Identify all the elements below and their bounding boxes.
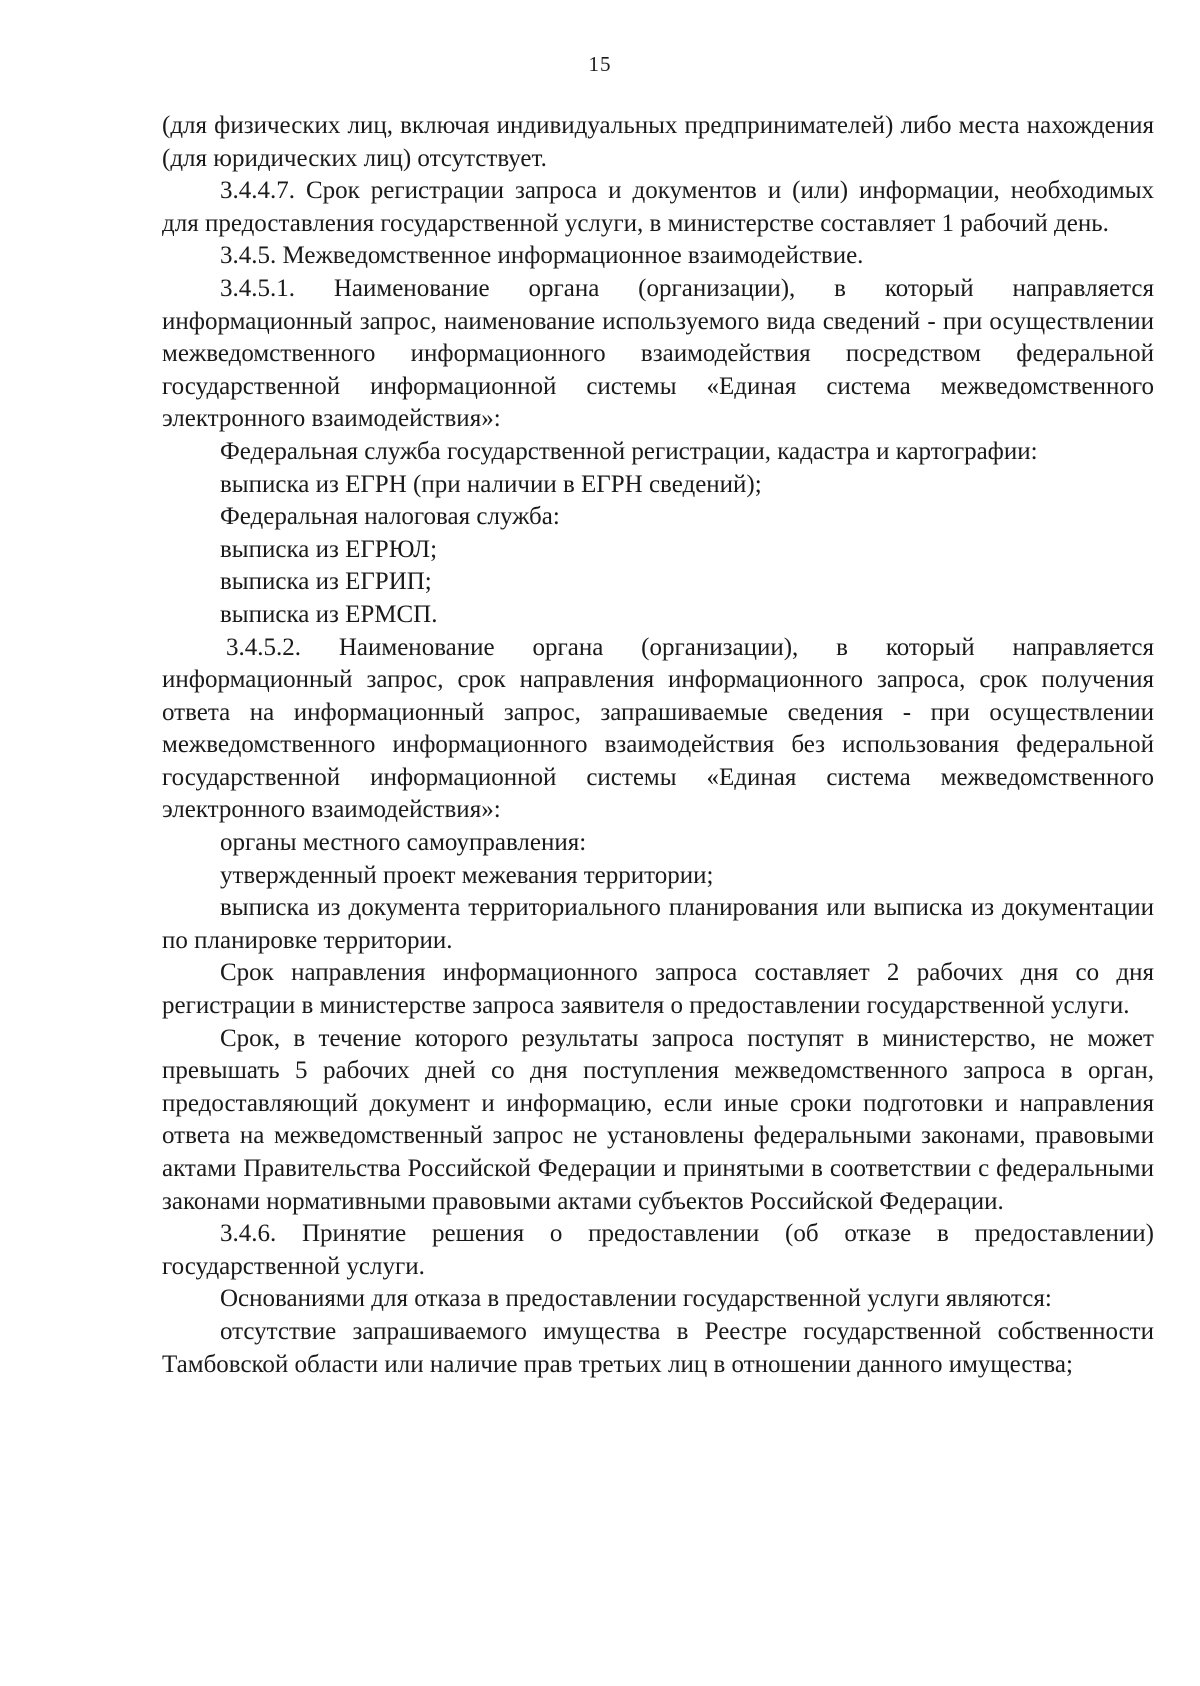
- list-item-survey-project: утвержденный проект межевания территории;: [220, 861, 714, 889]
- list-item-egrn: выписка из ЕГРН (при наличии в ЕГРН сведений);: [220, 470, 762, 498]
- paragraph-response-deadline: Срок, в течение которого результаты запроса поступят в министерство, не может превышать 5 рабочих дней со дня поступления межведомственного запроса в орган, предоставляющий документ и информацию, если иные сроки подготовки и направления ответа на межведомственный запрос не установлены федеральными законами, правовыми актами Правительства Российской Федерации и принятыми в соответствии с федеральными законами нормативными правовыми актами субъектов Российской Федерации.: [162, 1024, 1154, 1215]
- paragraph-3-4-5-2: 3.4.5.2. Наименование органа (организации), в который направляется информационный запрос, срок направления информационного запроса, срок получения ответа на информационный запрос, запрашиваемые сведения - при осуществлении межведомственного информационного взаимодействия без использования федеральной государственной информационной системы «Единая система межведомственного электронного взаимодействия»:: [162, 633, 1154, 824]
- paragraph-request-deadline: Срок направления информационного запроса составляет 2 рабочих дня со дня регистрации в министерстве запроса заявителя о предоставлении государственной услуги.: [162, 959, 1154, 1020]
- list-item-egrip: выписка из ЕГРИП;: [220, 568, 432, 596]
- paragraph-refusal-reason: отсутствие запрашиваемого имущества в Реестре государственной собственности Тамбовской области или наличие прав третьих лиц в отношении данного имущества;: [162, 1317, 1154, 1378]
- list-item-egrul: выписка из ЕГРЮЛ;: [220, 535, 438, 563]
- list-item-planning-extract: выписка из документа территориального планирования или выписка из документации по планировке территории.: [162, 894, 1154, 954]
- paragraph-continuation: (для физических лиц, включая индивидуальных предпринимателей) либо места нахождения (для юридических лиц) отсутствует.: [162, 112, 1154, 172]
- heading-3-4-6: 3.4.6. Принятие решения о предоставлении (об отказе в предоставлении) государственной услуги.: [162, 1220, 1154, 1280]
- paragraph-refusal-grounds: Основаниями для отказа в предоставлении государственной услуги являются:: [220, 1285, 1052, 1313]
- page-number: 15: [588, 52, 612, 76]
- list-item-fns: Федеральная налоговая служба:: [220, 503, 560, 531]
- heading-3-4-5: 3.4.5. Межведомственное информационное взаимодействие.: [220, 242, 864, 270]
- paragraph-3-4-4-7: 3.4.4.7. Срок регистрации запроса и документов и (или) информации, необходимых для предоставления государственной услуги, в министерстве составляет 1 рабочий день.: [162, 177, 1154, 237]
- paragraph-3-4-5-1: 3.4.5.1. Наименование органа (организации), в который направляется информационный запрос, наименование используемого вида сведений - при осуществлении межведомственного информационного взаимодействия посредством федеральной государственной информационной системы «Единая система межведомственного электронного взаимодействия»:: [162, 274, 1154, 433]
- list-item-rosreestr: Федеральная служба государственной регистрации, кадастра и картографии:: [220, 437, 1038, 465]
- list-item-local-government: органы местного самоуправления:: [220, 829, 587, 857]
- list-item-ermsp: выписка из ЕРМСП.: [220, 600, 438, 628]
- document-body: [162, 110, 1154, 1381]
